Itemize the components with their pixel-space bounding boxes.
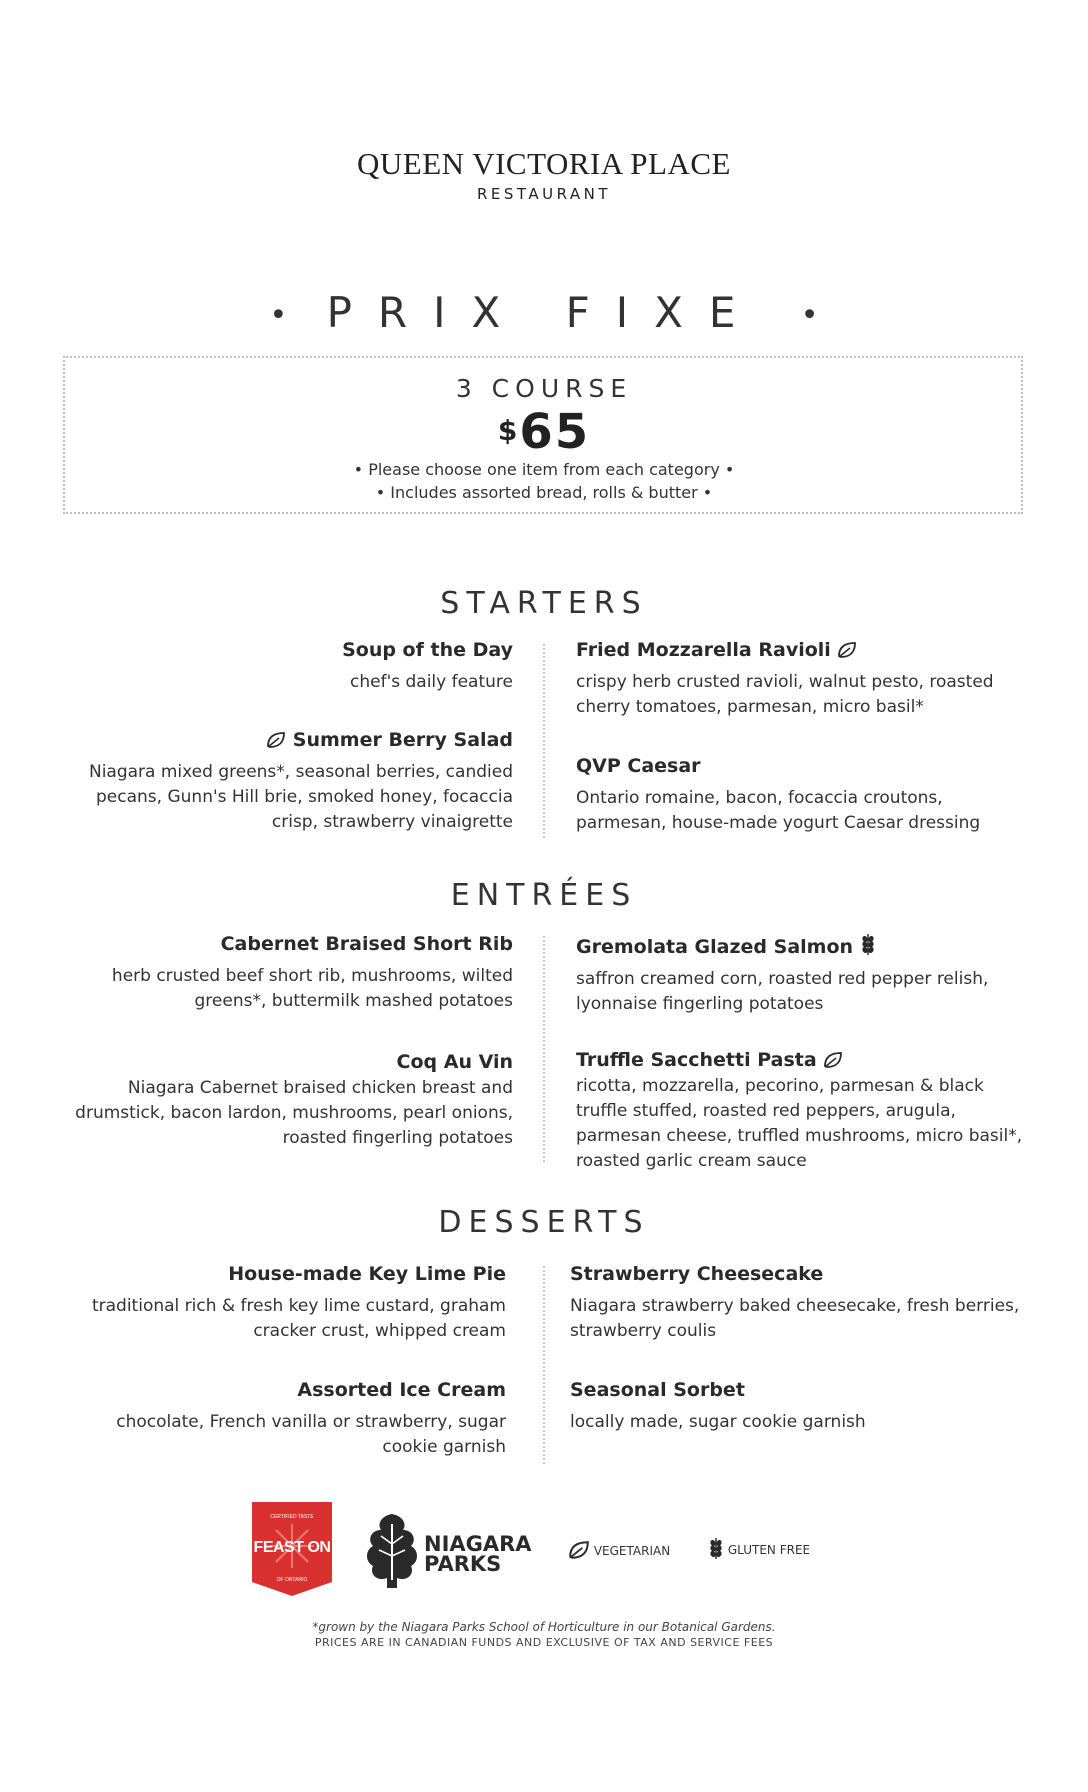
restaurant-name: QUEEN VICTORIA PLACE — [357, 146, 731, 181]
feast-on-logo — [252, 1502, 332, 1596]
menu-item-fried-mozzarella-ravioli — [576, 638, 1026, 720]
menu-item-ice-cream — [56, 1378, 506, 1460]
menu-item-coq-au-vin — [63, 1050, 513, 1151]
item-name: Cabernet Braised Short Rib — [220, 933, 513, 955]
price-disclaimer: PRICES ARE IN CANADIAN FUNDS AND EXCLUSIVE OF TAX AND SERVICE FEES — [314, 1636, 774, 1649]
prix-fixe-title-text: PRIX FIXE — [326, 288, 762, 337]
menu-item-summer-berry-salad — [63, 728, 513, 835]
item-description: ricotta, mozzarella, pecorino, parmesan & black truffle stuffed, roasted red peppers, arugula, parmesan cheese, truffled mushrooms, micro basil*, roasted garlic cream sauce — [576, 1076, 1023, 1171]
vegetarian-leaf-icon — [568, 1540, 590, 1560]
item-name: House-made Key Lime Pie — [228, 1263, 506, 1285]
legend-vegetarian-label: VEGETARIAN — [593, 1544, 671, 1558]
item-name: Coq Au Vin — [396, 1051, 513, 1073]
menu-item-strawberry-cheesecake — [570, 1262, 1020, 1344]
menu-item-qvp-caesar — [576, 754, 1026, 836]
niagara-parks-line1: NIAGARA — [424, 1532, 532, 1556]
menu-item-short-rib — [63, 932, 513, 1014]
legend-gluten-free — [708, 1534, 810, 1562]
choose-note: • Please choose one item from each category • — [353, 460, 735, 479]
item-name: Truffle Sacchetti Pasta — [576, 1049, 817, 1071]
includes-note: • Includes assorted bread, rolls & butter • — [375, 483, 713, 502]
item-name: Gremolata Glazed Salmon — [576, 936, 854, 958]
niagara-parks-wordmark — [424, 1534, 532, 1574]
prix-fixe-title — [0, 288, 1088, 337]
item-name: Assorted Ice Cream — [297, 1379, 506, 1401]
feaston-main-text: FEAST ON — [253, 1539, 331, 1556]
starters-divider — [543, 644, 545, 838]
restaurant-subtitle: RESTAURANT — [476, 185, 612, 203]
title-bullet-left: • — [269, 298, 288, 333]
menu-item-seasonal-sorbet — [570, 1378, 1020, 1435]
niagara-parks-line2: PARKS — [424, 1552, 502, 1576]
vegetarian-leaf-icon — [823, 1051, 843, 1069]
title-bullet-right: • — [800, 298, 819, 333]
item-name: Fried Mozzarella Ravioli — [576, 639, 831, 661]
desserts-heading: DESSERTS — [438, 1205, 650, 1240]
niagara-parks-leaf-icon — [363, 1510, 421, 1590]
legend-vegetarian — [568, 1540, 670, 1560]
item-description: saffron creamed corn, roasted red pepper relish, lyonnaise fingerling potatoes — [576, 969, 989, 1014]
menu-item-key-lime-pie — [56, 1262, 506, 1344]
item-description: Niagara strawberry baked cheesecake, fresh berries, strawberry coulis — [570, 1296, 1020, 1341]
item-description: traditional rich & fresh key lime custard, graham cracker crust, whipped cream — [91, 1296, 506, 1341]
entrees-divider — [543, 936, 545, 1162]
price — [0, 404, 1088, 460]
item-description: crispy herb crusted ravioli, walnut pesto, roasted cherry tomatoes, parmesan, micro basil* — [576, 672, 994, 717]
item-description: Ontario romaine, bacon, focaccia croutons, parmesan, house-made yogurt Caesar dressing — [576, 788, 981, 833]
item-name: Strawberry Cheesecake — [570, 1263, 824, 1285]
course-count: 3 COURSE — [455, 374, 633, 403]
menu-item-truffle-sacchetti — [576, 1048, 1026, 1174]
item-name: Summer Berry Salad — [292, 729, 513, 751]
price-currency: $ — [497, 414, 520, 447]
item-description: chef's daily feature — [350, 672, 513, 692]
item-description: Niagara mixed greens*, seasonal berries, candied pecans, Gunn's Hill brie, smoked honey, focaccia crisp, strawberry vinaigrette — [88, 762, 513, 832]
feaston-bottom-text: OF ONTARIO — [276, 1577, 308, 1583]
price-amount: 65 — [519, 404, 591, 460]
menu-item-soup — [63, 638, 513, 695]
item-name: QVP Caesar — [576, 755, 701, 777]
gluten-free-wheat-icon — [860, 932, 876, 956]
starters-heading: STARTERS — [440, 586, 648, 621]
menu-item-gremolata-salmon — [576, 932, 1026, 1017]
gluten-free-wheat-icon — [708, 1534, 724, 1562]
horticulture-footnote: *grown by the Niagara Parks School of Horticulture in our Botanical Gardens. — [312, 1620, 776, 1634]
item-description: chocolate, French vanilla or strawberry, sugar cookie garnish — [116, 1412, 506, 1457]
item-name: Seasonal Sorbet — [570, 1379, 745, 1401]
desserts-divider — [543, 1266, 545, 1464]
item-description: Niagara Cabernet braised chicken breast and drumstick, bacon lardon, mushrooms, pearl onions, roasted fingerling potatoes — [75, 1078, 513, 1148]
item-description: herb crusted beef short rib, mushrooms, wilted greens*, buttermilk mashed potatoes — [111, 966, 513, 1011]
item-description: locally made, sugar cookie garnish — [570, 1412, 866, 1432]
feaston-top-text: CERTIFIED TASTE — [270, 1514, 314, 1520]
item-name: Soup of the Day — [342, 639, 513, 661]
legend-gluten-free-label: GLUTEN FREE — [727, 1543, 811, 1557]
vegetarian-leaf-icon — [837, 641, 857, 659]
entrees-heading: ENTRÉES — [450, 878, 638, 913]
vegetarian-leaf-icon — [266, 731, 286, 749]
